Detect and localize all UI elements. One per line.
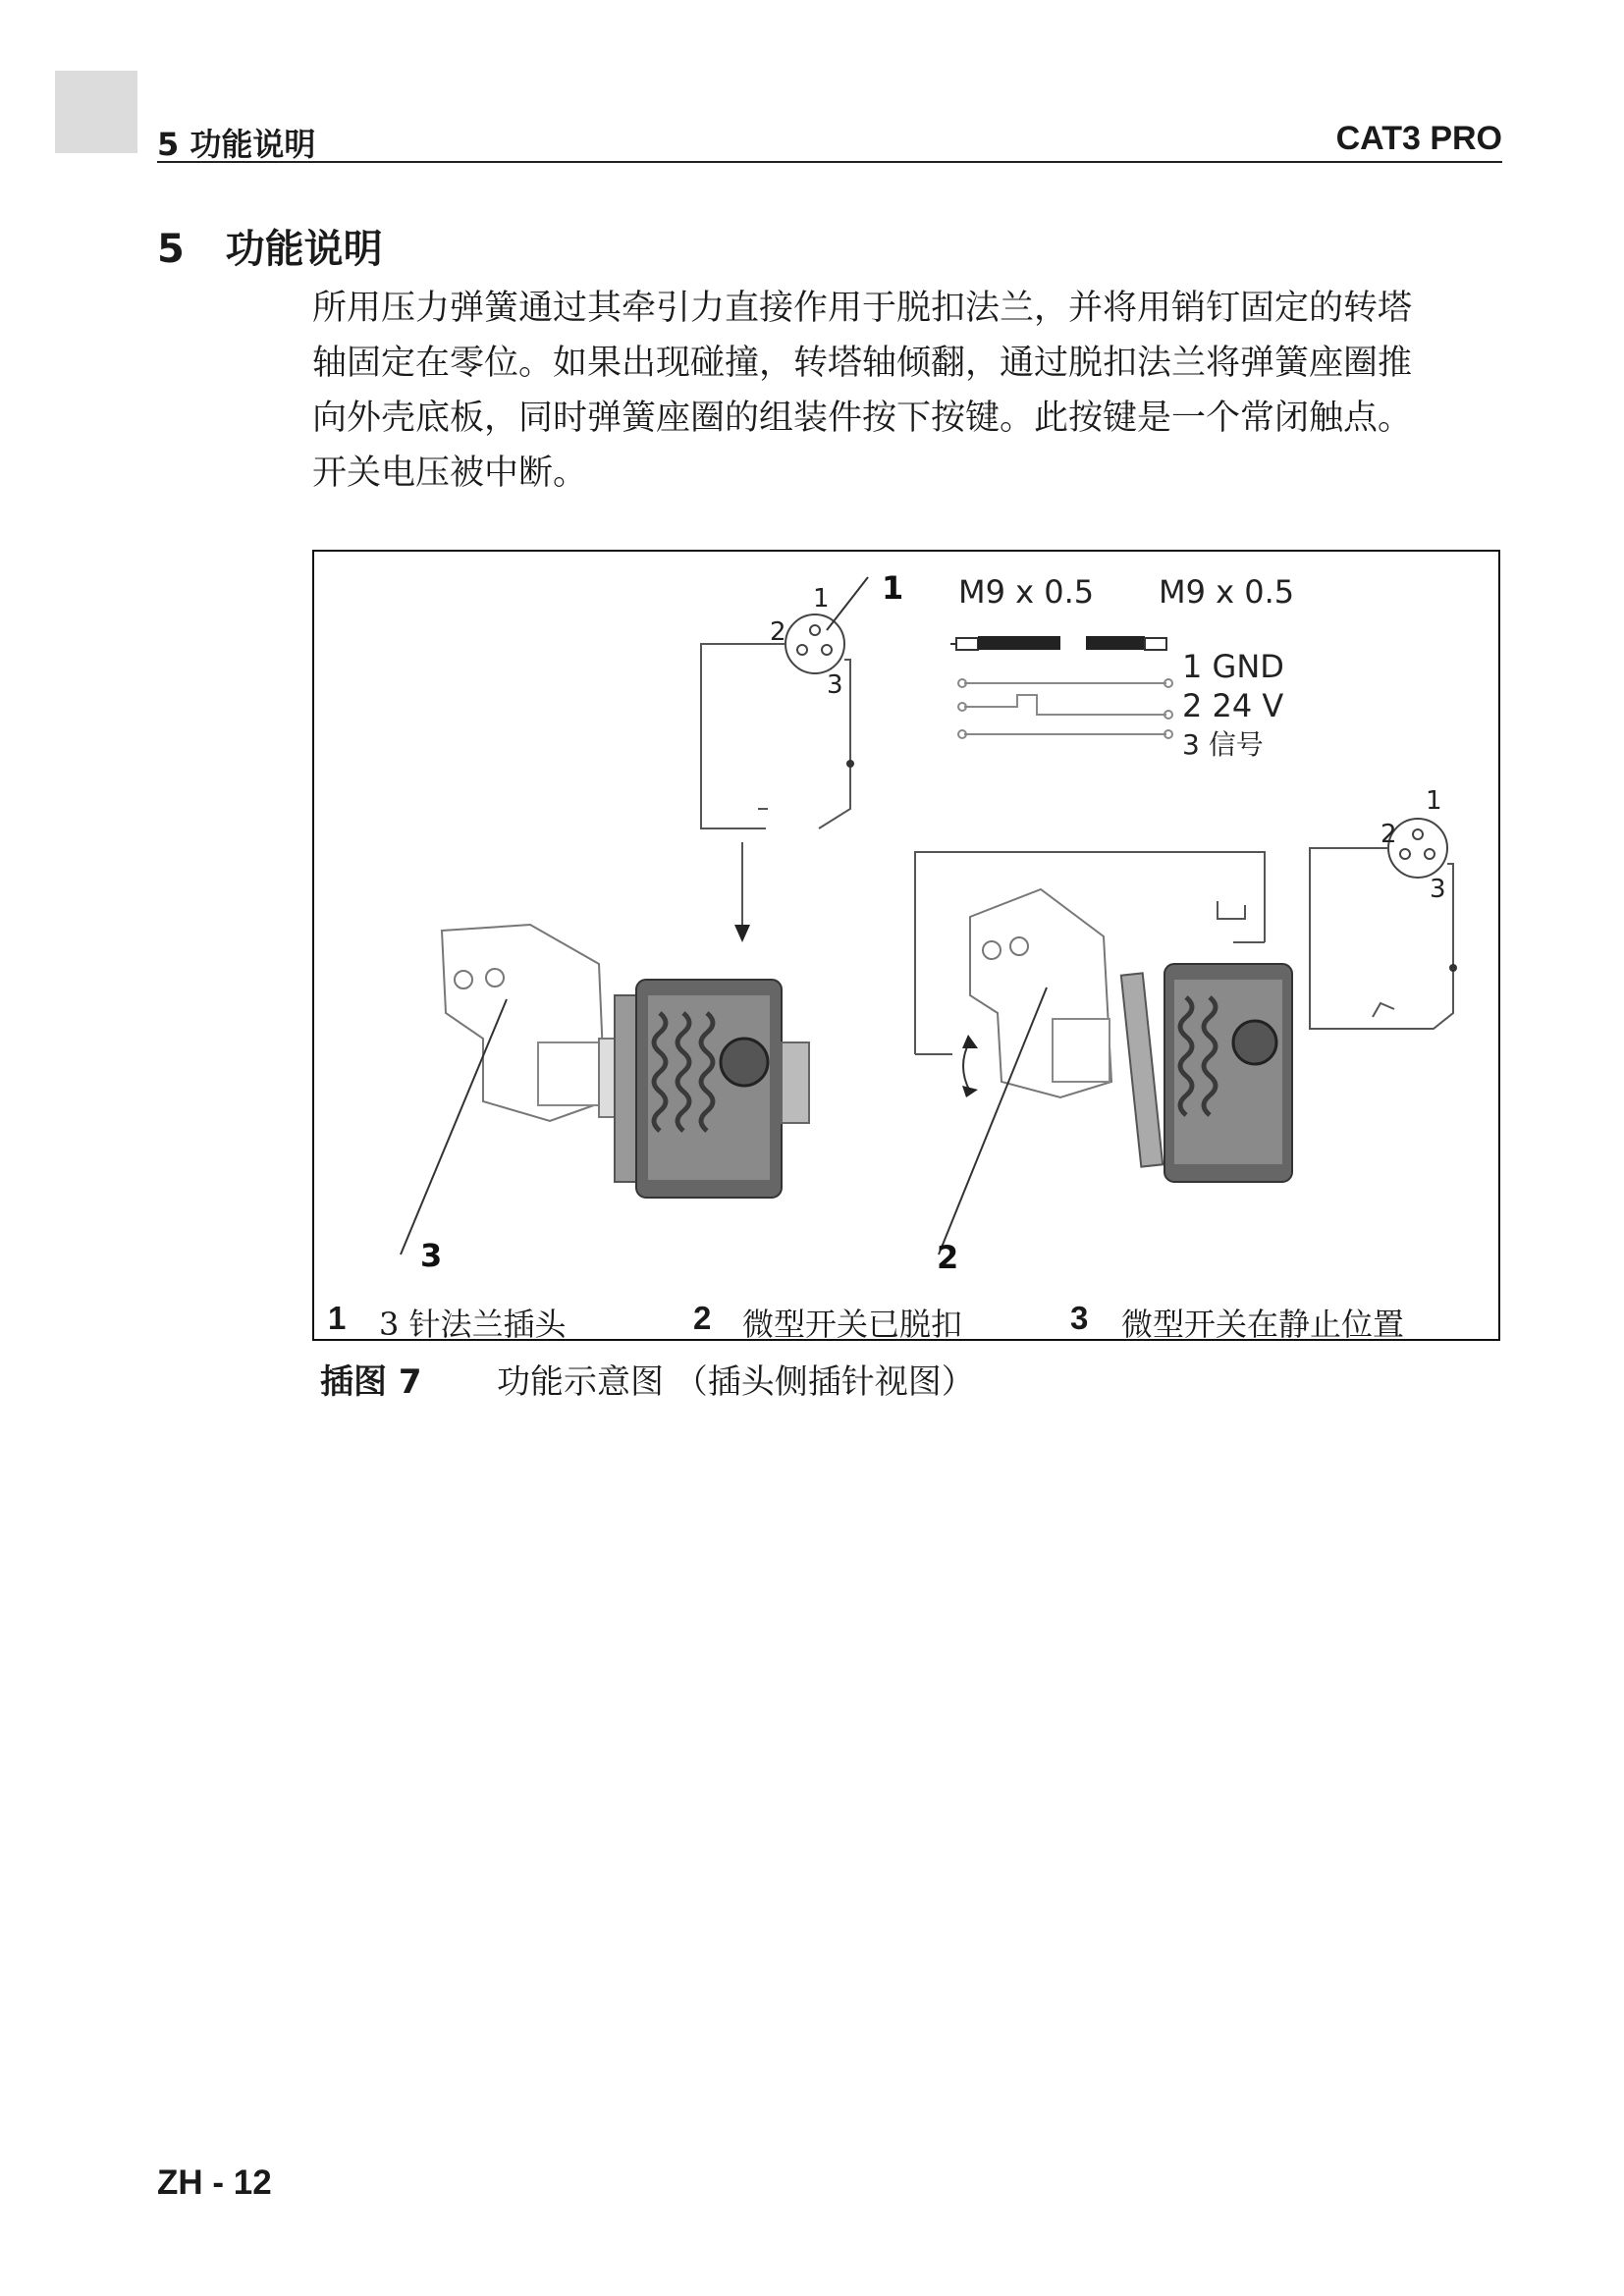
- legend-text: 3 针法兰插头: [379, 1306, 567, 1343]
- body-line: 轴固定在零位。如果出现碰撞，转塔轴倾翻，通过脱扣法兰将弹簧座圈推: [312, 344, 1413, 383]
- page-tab-marker: [55, 71, 137, 153]
- pin-label-2: 2: [770, 617, 786, 647]
- assembly-tripped-position: [939, 889, 1292, 1255]
- legend-num: 1: [328, 1300, 347, 1336]
- figure-legend: [314, 1292, 1498, 1343]
- body-line: 开关电压被中断。: [312, 454, 588, 493]
- body-paragraph: [312, 281, 1505, 501]
- figure-7: [312, 550, 1500, 1341]
- section-title: 5 功能说明: [157, 227, 383, 272]
- legend-text: 微型开关在静止位置: [1121, 1306, 1405, 1343]
- pin-wires: [958, 679, 1172, 738]
- connector-right-label: M9 x 0.5: [1159, 573, 1295, 611]
- pin-label-3: 3: [827, 670, 843, 700]
- pin-label-3-right: 3: [1430, 875, 1446, 904]
- pin-signal-label: 3 信号: [1182, 728, 1264, 761]
- callout-2: 2: [937, 1239, 959, 1276]
- figure-caption: [320, 1355, 975, 1403]
- wire-node: [846, 760, 854, 768]
- pin-gnd-label: 1 GND: [1182, 648, 1284, 685]
- assembly-rest-position: [401, 925, 809, 1255]
- callout-3: 3: [420, 1237, 443, 1274]
- caption-text: 功能示意图 （插头侧插针视图）: [497, 1362, 975, 1402]
- legend-num: 2: [693, 1300, 712, 1336]
- running-header: [157, 116, 1502, 163]
- pin-label-1-right: 1: [1426, 786, 1442, 816]
- cable-illustration: [950, 636, 1166, 650]
- pin-24v-label: 2 24 V: [1182, 687, 1284, 724]
- connector-left-label: M9 x 0.5: [958, 573, 1095, 611]
- legend-num: 3: [1070, 1300, 1089, 1336]
- legend-text: 微型开关已脱扣: [742, 1306, 963, 1343]
- function-diagram: [314, 552, 1498, 1290]
- body-line: 所用压力弹簧通过其牵引力直接作用于脱扣法兰，并将用销钉固定的转塔: [312, 289, 1413, 328]
- header-product: CAT3 PRO: [1335, 120, 1502, 157]
- pin-label-1: 1: [813, 584, 830, 614]
- wire-node-right: [1449, 964, 1457, 972]
- page-number: ZH - 12: [157, 2163, 272, 2202]
- callout-1: 1: [882, 569, 904, 607]
- down-arrow: [734, 925, 750, 942]
- header-section: 5 功能说明: [157, 126, 316, 163]
- caption-label: 插图 7: [320, 1362, 422, 1402]
- body-line: 向外壳底板，同时弹簧座圈的组装件按下按键。此按键是一个常闭触点。: [312, 399, 1413, 438]
- flange-plug-connector-right: [1388, 819, 1447, 878]
- pin-label-2-right: 2: [1380, 820, 1397, 849]
